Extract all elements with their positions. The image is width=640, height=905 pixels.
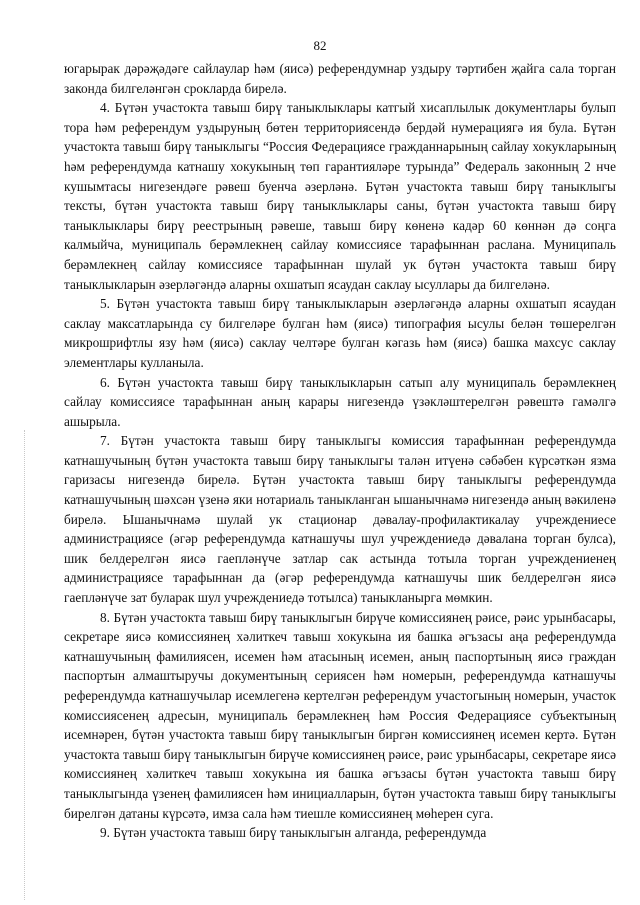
body-text: [64, 59, 616, 843]
paragraph-6: 6. Бүтән участокта тавыш бирү таныклыкларын сатып алу муниципаль берәмлекнең сайлау комиссиясе тарафыннан аның карары нигезендә үзәкләштерелгән рәвештә гамәлгә ашырыла.: [64, 374, 616, 429]
margin-rule: [24, 430, 25, 900]
paragraph-4: 4. Бүтән участокта тавыш бирү таныклыклары катгый хисаплылык документлары булып тора һәм референдум уздыруның бөтен территориясендә бердәй нумерациягә ия була. Бүтән участокта тавыш бирү таныклыгы “Россия Федерациясе гражданнарының сайлау хокукларының һәм референдумда катнашу хокукының төп гарантияләре турында” Федераль законның 2 нче кушымтасы нигезендәге рәвеш буенча әзерләнә. Бүтән участокта тавыш бирү таныклыгы тексты, бүтән участокта тавыш бирү таныклыклары саны, бүтән участокта тавыш бирү таныклыклары бирү реестрының рәвеше, тавыш бирү көненә кадәр 60 көннән дә соңга калмыйча, муниципаль берәмлекнең сайлау комиссиясе тарафыннан раслана. Муниципаль берәмлекнең сайлау комиссиясе тарафыннан шулай ук бүтән участокта тавыш бирү таныклыкларын әзерләгәндә аларны охшатып ясаудан саклау ысуллары да билгеләнә.: [64, 100, 616, 292]
paragraph-continuation: югарырак дәрәҗәдәге сайлаулар һәм (яисә) референдумнар уздыру тәртибен җайга сала торган законда билгеләнгән срокларда бирелә.: [64, 61, 616, 96]
paragraph-5: 5. Бүтән участокта тавыш бирү таныклыкларын әзерләгәндә аларны охшатып ясаудан саклау максатларында су билгеләре булган һәм (яисә) типография ысулы белән төшерелгән микрошрифтлы язу һәм (яисә) саклау челтәре булган кәгазь һәм (яисә) башка махсус саклау элементлары кулланыла.: [64, 296, 616, 370]
paragraph-8: 8. Бүтән участокта тавыш бирү таныклыгын бирүче комиссиянең рәисе, рәис урынбасары, секретаре яисә комиссиянең хәлиткеч тавыш хокукына ия башка әгъзасы аңа референдумда катнашучының фамилиясен, исемен һәм атасының исемен, аның паспортының яисә граждан паспортын алмаштыручы документының сериясен һәм номерын, референдумда катнашучы референдумда катнашучылар исемлегенә кертелгән референдум участогының номерын, участок комиссиясенең адресын, муниципаль берәмлекнең һәм Россия Федерациясе субъектының исемнәрен, бүтән участокта тавыш бирү таныклыгын биргән комиссиянең исемен кертә. Бүтән участокта тавыш бирү таныклыгын бирүче комиссиянең рәисе, рәис урынбасары, секретаре яисә комиссиянең хәлиткеч тавыш хокукына ия башка әгъзасы бүтән участокта тавыш бирү таныклыгында үзенең фамилиясен һәм инициалларын, бүтән участокта тавыш бирү таныклыгы бирелгән датаны күрсәтә, имза сала һәм тиешле комиссиянең мөһерен суга.: [64, 609, 616, 821]
paragraph-9: 9. Бүтән участокта тавыш бирү таныклыгын алганда, референдумда: [100, 825, 487, 841]
paragraph-7: 7. Бүтән участокта тавыш бирү таныклыгы комиссия тарафыннан референдумда катнашучының бүтән участокта тавыш бирү таныклыгы талән итүенә сәбәбен күрсәткән язма гаризасы нигезендә бирелә. Бүтән участокта тавыш бирү таныклыгы референдумда катнашучының шәхсән үзенә яки нотариаль таныкланган ышанычнамә нигезендә аның вәкиленә бирелә. Ышанычнамә шулай ук стационар дәвалау-профилактикалау учреждениесе администрациясе (әгәр референдумда катнашучы шул учреждениедә дәвалана торган булса), шик белдерелгән яисә гаепләнүче затлар сак астында тотыла торган учреждениенең администрациясе тарафыннан да (әгәр референдумда катнашучы шик белдерелгән яисә гаепләнүче зат буларак шул учреждениедә тотылса) таныкланырга мөмкин.: [64, 433, 616, 606]
page-number: 82: [313, 38, 327, 53]
